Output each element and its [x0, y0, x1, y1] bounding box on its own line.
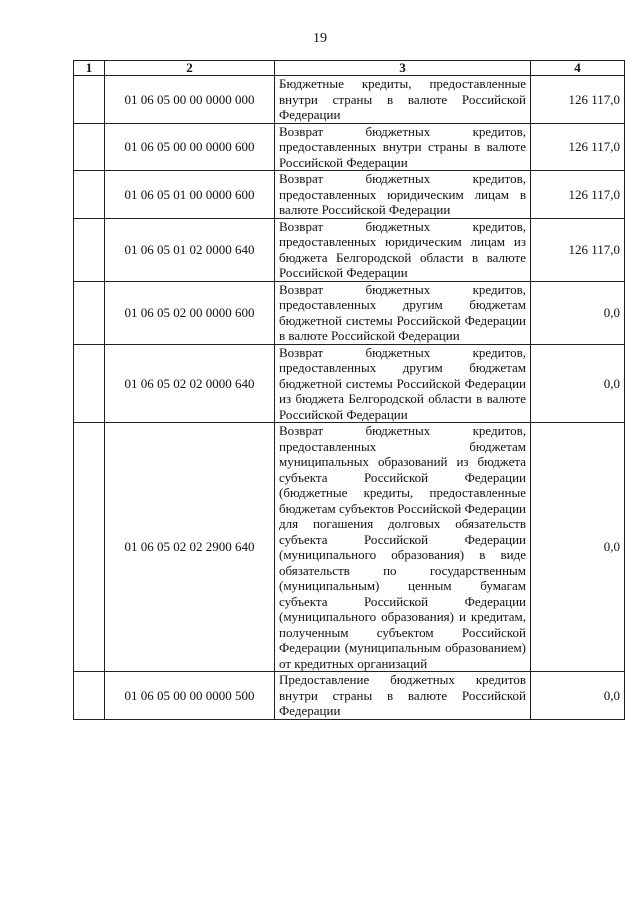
- amount: 0,0: [531, 423, 625, 672]
- amount: 0,0: [531, 281, 625, 344]
- source-name: Возврат бюджетных кредитов, предоставленных другим бюджетам бюджетной системы Российской Федерации в валюте Российской Федерации: [275, 281, 531, 344]
- table-row: [74, 281, 625, 344]
- column-header-3: 3: [275, 61, 531, 76]
- column-header-4: 4: [531, 61, 625, 76]
- source-name: Бюджетные кредиты, предоставленные внутри страны в валюте Российской Федерации: [275, 76, 531, 124]
- amount: 0,0: [531, 672, 625, 720]
- row-number-cell: [74, 171, 105, 219]
- amount: 126 117,0: [531, 171, 625, 219]
- table-row: [74, 344, 625, 423]
- header-row: [74, 61, 625, 76]
- row-number-cell: [74, 76, 105, 124]
- budget-code: 01 06 05 02 00 0000 600: [105, 281, 275, 344]
- source-name: Возврат бюджетных кредитов, предоставленных юридическим лицам из бюджета Белгородской области в валюте Российской Федерации: [275, 218, 531, 281]
- amount: 126 117,0: [531, 123, 625, 171]
- amount: 126 117,0: [531, 218, 625, 281]
- row-number-cell: [74, 123, 105, 171]
- source-name: Возврат бюджетных кредитов, предоставленных юридическим лицам в валюте Российской Федерации: [275, 171, 531, 219]
- table-row: [74, 218, 625, 281]
- budget-code: 01 06 05 00 00 0000 600: [105, 123, 275, 171]
- row-number-cell: [74, 218, 105, 281]
- source-name: Возврат бюджетных кредитов, предоставленных другим бюджетам бюджетной системы Российской Федерации из бюджета Белгородской области в валюте Российской Федерации: [275, 344, 531, 423]
- budget-code: 01 06 05 00 00 0000 500: [105, 672, 275, 720]
- table-row: [74, 423, 625, 672]
- column-header-2: 2: [105, 61, 275, 76]
- table-row: [74, 76, 625, 124]
- table-row: [74, 123, 625, 171]
- amount: 126 117,0: [531, 76, 625, 124]
- row-number-cell: [74, 344, 105, 423]
- row-number-cell: [74, 423, 105, 672]
- budget-code: 01 06 05 02 02 0000 640: [105, 344, 275, 423]
- row-number-cell: [74, 672, 105, 720]
- budget-table: [73, 60, 625, 720]
- budget-code: 01 06 05 01 02 0000 640: [105, 218, 275, 281]
- budget-code: 01 06 05 02 02 2900 640: [105, 423, 275, 672]
- budget-code: 01 06 05 01 00 0000 600: [105, 171, 275, 219]
- column-header-1: 1: [74, 61, 105, 76]
- budget-code: 01 06 05 00 00 0000 000: [105, 76, 275, 124]
- source-name: Возврат бюджетных кредитов, предоставленных бюджетам муниципальных образований из бюджета субъекта Российской Федерации (бюджетные кредиты, предоставленные бюджетам субъектов Российской Федерации для погашения долговых обязательств субъекта Российской Федерации (муниципального образования) в виде обязательств по государственным (муниципальным) ценным бумагам субъекта Российской Федерации (муниципального образования) и кредитам, полученным субъектом Российской Федерации (муниципальным образованием) от кредитных организаций: [275, 423, 531, 672]
- page-number: 19: [313, 31, 327, 46]
- table-row: [74, 171, 625, 219]
- table-row: [74, 672, 625, 720]
- amount: 0,0: [531, 344, 625, 423]
- row-number-cell: [74, 281, 105, 344]
- source-name: Предоставление бюджетных кредитов внутри страны в валюте Российской Федерации: [275, 672, 531, 720]
- source-name: Возврат бюджетных кредитов, предоставленных внутри страны в валюте Российской Федерации: [275, 123, 531, 171]
